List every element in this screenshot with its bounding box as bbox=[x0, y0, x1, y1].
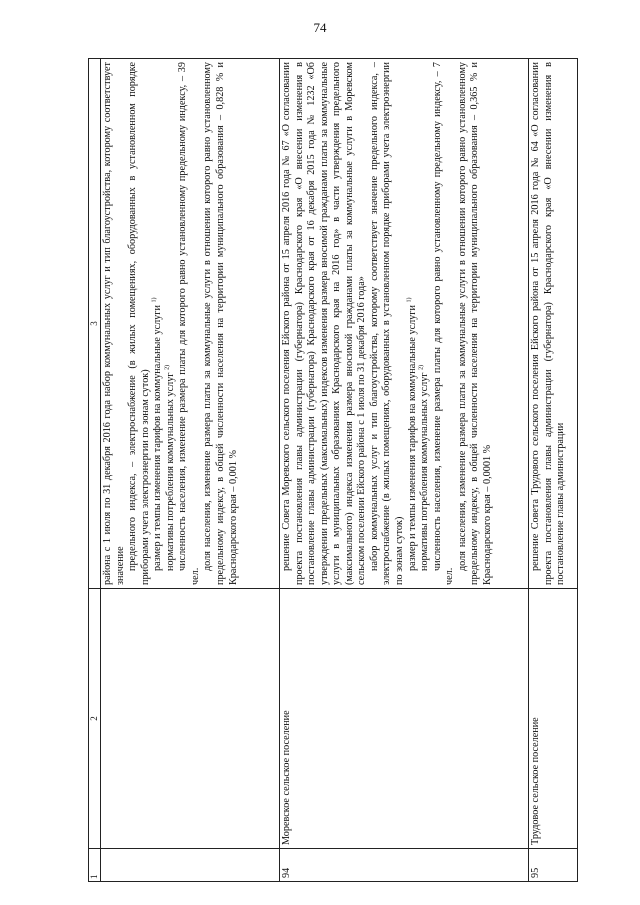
text-line: размер и темпы изменения тарифов на коммунальные услуги bbox=[406, 305, 418, 571]
rotated-page-content bbox=[88, 58, 576, 882]
settlement-name-cell: Трудовое сельское поселение bbox=[529, 589, 578, 849]
data-table bbox=[88, 58, 578, 882]
text-line: нормативы потребления коммунальных услуг bbox=[164, 372, 176, 571]
text-line: нормативы потребления коммунальных услуг bbox=[419, 372, 431, 571]
text-paragraph bbox=[419, 62, 432, 585]
footnote-marker: 1) bbox=[151, 297, 158, 303]
row-number-cell: 95 bbox=[529, 849, 578, 882]
text-paragraph bbox=[152, 62, 165, 585]
header-col-3: 3 bbox=[89, 59, 101, 589]
text-paragraph: доля населения, изменение размера платы за коммунальные услуги в отношении которого равно установленному предельному индексу, в общей численности населения на территории муниципального образования – 0,365 % и Краснодарского края – 0,0001 % bbox=[456, 62, 493, 585]
footnote-marker: 2) bbox=[164, 364, 171, 370]
text-paragraph: решение Совета Трудового сельского поселения Ейского района от 15 апреля 2016 года № 64 «О согласовании проекта постановления главы администрации (губернатора) Краснодарского края «О внесении изменения в постановление главы администрации bbox=[530, 62, 567, 585]
header-col-1: 1 bbox=[89, 849, 101, 882]
text-paragraph: предельного индекса, – электроснабжение (в жилых помещениях, оборудованных в установленном порядке приборами учета электроэнергии по зонам суток) bbox=[127, 62, 151, 585]
text-paragraph: численность населения, изменение размера платы для которого равно установленному предельному индексу, – 39 чел. bbox=[177, 62, 201, 585]
row-number-cell bbox=[101, 849, 280, 882]
description-cell bbox=[529, 59, 578, 589]
table-row-94 bbox=[280, 59, 529, 882]
footnote-marker: 1) bbox=[406, 297, 413, 303]
row-number-cell: 94 bbox=[280, 849, 529, 882]
text-paragraph: решение Совета Моревского сельского поселения Ейского района от 15 апреля 2016 года № 67 «О согласовании проекта постановления главы администрации (губернатора) Краснодарского края «О внесении изменения в постановление главы администрации (губернатора) Краснодарского края от 16 декабря 2015 года № 1232 «Об утверждении предельных (максимальных) индексов изменения размера вносимой гражданами платы за коммунальные услуги в муниципальных образованиях Краснодарского края на 2016 год» в части утверждения предельного (максимального) индекса изменения размера вносимой гражданами платы за коммунальные услуги в Моревском сельском поселении Ейского района с 1 июля по 31 декабря 2016 года» bbox=[281, 62, 368, 585]
description-cell bbox=[101, 59, 280, 589]
table-row-continuation bbox=[101, 59, 280, 882]
header-col-2: 2 bbox=[89, 589, 101, 849]
table-header-row bbox=[89, 59, 101, 882]
text-paragraph: набор коммунальных услуг и тип благоустройства, которому соответствует значение предельного индекса, – электроснабжение (в жилых помещениях, оборудованных в установленном порядке приборами учета электроэнергии по зонам суток) bbox=[368, 62, 405, 585]
settlement-name-cell bbox=[101, 589, 280, 849]
table-row-95 bbox=[529, 59, 578, 882]
page-number: 74 bbox=[313, 20, 327, 35]
description-cell bbox=[280, 59, 529, 589]
text-line: размер и темпы изменения тарифов на коммунальные услуги bbox=[152, 305, 164, 571]
text-paragraph bbox=[407, 62, 420, 585]
text-paragraph: доля населения, изменение размера платы за коммунальные услуги в отношении которого равно установленному предельному индексу, в общей численности населения на территории муниципального образования – 0,828 % и Краснодарского края – 0,001 % bbox=[202, 62, 239, 585]
footnote-marker: 2) bbox=[418, 364, 425, 370]
text-paragraph bbox=[165, 62, 178, 585]
text-paragraph: численность населения, изменение размера платы для которого равно установленному предельному индексу, – 7 чел. bbox=[431, 62, 456, 585]
settlement-name-cell: Моревское сельское поселение bbox=[280, 589, 529, 849]
text-paragraph: района с 1 июля по 31 декабря 2016 года набор коммунальных услуг и тип благоустройства, которому соответствует значение bbox=[102, 62, 126, 585]
